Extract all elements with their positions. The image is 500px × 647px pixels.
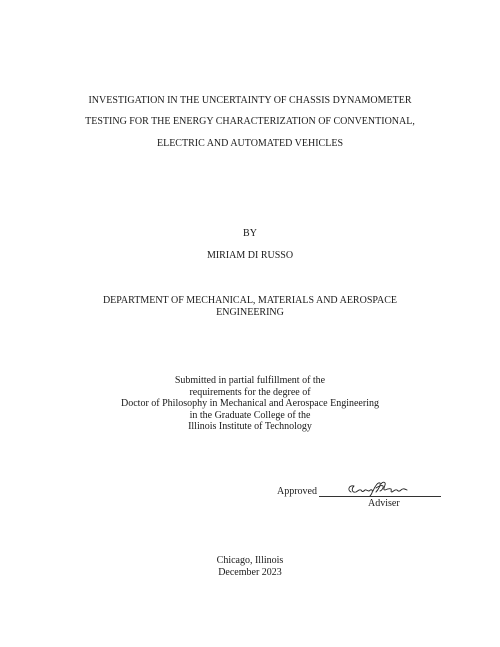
title-line-3: ELECTRIC AND AUTOMATED VEHICLES: [156, 138, 344, 149]
approval-block: [277, 486, 447, 516]
title-line-2: TESTING FOR THE ENERGY CHARACTERIZATION OF CONVENTIONAL,: [85, 116, 415, 127]
submission-line-5: Illinois Institute of Technology: [188, 421, 312, 432]
submission-line-2: requirements for the degree of: [189, 386, 311, 398]
title-line-1: INVESTIGATION IN THE UNCERTAINTY OF CHASSIS DYNAMOMETER: [88, 95, 412, 106]
department: [0, 295, 500, 318]
adviser-signature: [345, 480, 409, 498]
date: December 2023: [218, 567, 282, 578]
adviser-label: Adviser: [368, 498, 400, 509]
submission-line-3: Doctor of Philosophy in Mechanical and Aerospace Engineering: [121, 398, 379, 409]
department-line-2: ENGINEERING: [216, 306, 284, 318]
author-name: MIRIAM DI RUSSO: [206, 250, 294, 261]
location: Chicago, Illinois: [216, 555, 284, 566]
submission-line-4: in the Graduate College of the: [189, 409, 311, 421]
by-label: BY: [243, 228, 257, 239]
approved-label: Approved: [277, 486, 317, 497]
submission-statement: [0, 375, 500, 433]
place-and-date: [0, 555, 500, 579]
department-line-1: DEPARTMENT OF MECHANICAL, MATERIALS AND AEROSPACE: [102, 295, 398, 306]
submission-line-1: Submitted in partial fulfillment of the: [174, 375, 326, 386]
